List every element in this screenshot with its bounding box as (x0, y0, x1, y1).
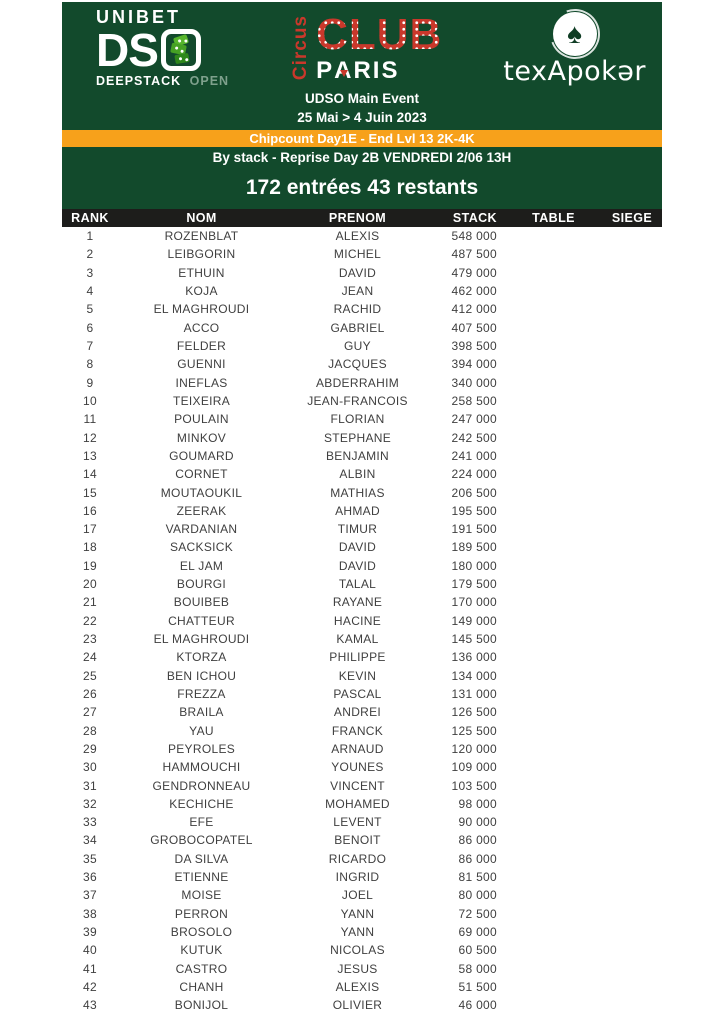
rank-cell: 25 (83, 668, 97, 683)
prenom-cell: RACHID (333, 302, 382, 317)
prenom-cell: ALEXIS (335, 229, 380, 244)
texapoker-wordmark: texApokər (503, 55, 646, 87)
rank-cell: 19 (83, 558, 97, 573)
table-header (62, 209, 662, 227)
nom-cell: BRAILA (179, 705, 224, 720)
prenom-cell: ANDREI (333, 705, 382, 720)
stack-cell: 462 000 (451, 284, 497, 299)
event-dates: 25 Mai > 4 Juin 2023 (297, 110, 427, 125)
paris-letter-a: A (334, 57, 354, 84)
nom-cell: EL MAGHROUDI (153, 632, 250, 647)
prenom-cell: BENJAMIN (325, 448, 390, 463)
nom-cell: EFE (189, 815, 214, 830)
prenom-cell: JEAN-FRANCOIS (307, 393, 408, 408)
rank-cell: 7 (86, 339, 94, 354)
stack-cell: 120 000 (451, 741, 497, 756)
nom-cell: ETHUIN (178, 265, 225, 280)
table-row (62, 300, 662, 318)
stack-cell: 548 000 (451, 229, 497, 244)
nom-cell: CASTRO (175, 961, 228, 976)
table-row (62, 630, 662, 648)
nom-cell: PERRON (174, 906, 229, 921)
prenom-cell: GUY (344, 339, 371, 354)
bystack-banner: By stack - Reprise Day 2B VENDREDI 2/06 13H (212, 150, 512, 165)
circus-main (316, 10, 443, 84)
nom-cell: KECHICHE (169, 796, 234, 811)
paris-letter-p: P (316, 57, 335, 84)
rank-cell: 31 (83, 778, 97, 793)
die-icon (174, 53, 189, 64)
stack-cell: 191 500 (451, 522, 497, 537)
event-title: UDSO Main Event (304, 91, 420, 106)
stack-cell: 398 500 (451, 339, 497, 354)
table-row (62, 465, 662, 483)
table-row (62, 612, 662, 630)
stack-cell: 189 500 (451, 540, 497, 555)
stack-cell: 224 000 (451, 467, 497, 482)
rank-cell: 15 (83, 485, 97, 500)
rank-cell: 33 (83, 815, 97, 830)
nom-cell: MOUTAOUKIL (160, 485, 243, 500)
nom-cell: BOURGI (176, 577, 227, 592)
stack-cell: 136 000 (451, 650, 497, 665)
stack-cell: 149 000 (451, 613, 497, 628)
stack-cell: 340 000 (451, 375, 497, 390)
prenom-cell: ARNAUD (331, 741, 384, 756)
circus-vertical-wordmark: Circus (290, 15, 312, 81)
stack-cell: 86 000 (458, 833, 497, 848)
table-row (62, 374, 662, 392)
stack-cell: 487 500 (451, 247, 497, 262)
rank-cell: 2 (86, 247, 94, 262)
stack-cell: 206 500 (451, 485, 497, 500)
table-row (62, 886, 662, 904)
nom-cell: ROZENBLAT (164, 229, 239, 244)
paris-wordmark (316, 59, 442, 83)
prenom-cell: YOUNES (331, 760, 384, 775)
rank-cell: 17 (83, 522, 97, 537)
table-row (62, 978, 662, 996)
table-row (62, 905, 662, 923)
prenom-cell: ABDERRAHIM (315, 375, 399, 390)
deepstack-open-label (96, 75, 229, 88)
prenom-cell: PHILIPPE (329, 650, 386, 665)
stack-cell: 69 000 (458, 925, 497, 940)
table-row (62, 996, 662, 1014)
club-marquee-wordmark: CLUB (316, 10, 443, 59)
rank-cell: 12 (83, 430, 97, 445)
nom-cell: MOISE (181, 888, 222, 903)
prenom-cell: YANN (340, 906, 375, 921)
nom-cell: GOUMARD (169, 448, 234, 463)
stack-cell: 258 500 (451, 393, 497, 408)
stack-cell: 180 000 (451, 558, 497, 573)
stack-cell: 86 000 (458, 851, 497, 866)
prenom-cell: JACQUES (328, 357, 387, 372)
rank-cell: 13 (83, 448, 97, 463)
paris-letters-ris: RIS (353, 57, 400, 84)
nom-cell: FREZZA (177, 686, 226, 701)
rank-cell: 28 (83, 723, 97, 738)
stack-cell: 80 000 (458, 888, 497, 903)
rank-cell: 6 (86, 320, 94, 335)
table-row (62, 795, 662, 813)
dso-wordmark (96, 24, 229, 77)
nom-cell: ETIENNE (174, 870, 229, 885)
table-row (62, 282, 662, 300)
table-row (62, 960, 662, 978)
column-header-nom: NOM (186, 211, 217, 225)
table-row (62, 758, 662, 776)
nom-cell: TEIXEIRA (172, 393, 231, 408)
table-row (62, 337, 662, 355)
table-row (62, 740, 662, 758)
dso-letters: DS (96, 24, 158, 77)
prenom-cell: AHMAD (335, 503, 380, 518)
rank-cell: 34 (83, 833, 97, 848)
table-row (62, 392, 662, 410)
stack-cell: 195 500 (451, 503, 497, 518)
unibet-dso-logo (96, 8, 229, 88)
stack-cell: 98 000 (458, 796, 497, 811)
rank-cell: 23 (83, 632, 97, 647)
nom-cell: EL MAGHROUDI (153, 302, 250, 317)
stack-cell: 241 000 (451, 448, 497, 463)
stack-cell: 60 500 (458, 943, 497, 958)
nom-cell: KUTUK (180, 943, 223, 958)
rank-cell: 26 (83, 686, 97, 701)
entries-remaining-line: 172 entrées 43 restants (245, 176, 479, 199)
stack-cell: 412 000 (451, 302, 497, 317)
rank-cell: 42 (83, 979, 97, 994)
table-row (62, 831, 662, 849)
table-row (62, 923, 662, 941)
header-banner (62, 2, 662, 209)
texapoker-logo (503, 12, 646, 85)
prenom-cell: OLIVIER (332, 998, 383, 1013)
stack-cell: 81 500 (458, 870, 497, 885)
nom-cell: BEN ICHOU (166, 668, 237, 683)
rank-cell: 37 (83, 888, 97, 903)
table-row (62, 227, 662, 245)
rank-cell: 36 (83, 870, 97, 885)
prenom-cell: JEAN (341, 284, 374, 299)
rank-cell: 27 (83, 705, 97, 720)
rank-cell: 43 (83, 998, 97, 1013)
table-row (62, 648, 662, 666)
unibet-wordmark: UNIBET (96, 7, 181, 28)
rank-cell: 39 (83, 925, 97, 940)
stack-cell: 247 000 (451, 412, 497, 427)
rank-cell: 16 (83, 503, 97, 518)
nom-cell: VARDANIAN (165, 522, 238, 537)
stack-cell: 72 500 (458, 906, 497, 921)
nom-cell: BROSOLO (170, 925, 233, 940)
nom-cell: MINKOV (176, 430, 227, 445)
column-header-siege: SIEGE (611, 211, 653, 225)
rank-cell: 21 (83, 595, 97, 610)
prenom-cell: JOEL (341, 888, 374, 903)
prenom-cell: FRANCK (331, 723, 384, 738)
table-row (62, 557, 662, 575)
table-row (62, 685, 662, 703)
prenom-cell: MICHEL (333, 247, 382, 262)
rank-cell: 38 (83, 906, 97, 921)
stack-cell: 394 000 (451, 357, 497, 372)
nom-cell: PEYROLES (167, 741, 236, 756)
prenom-cell: BENOIT (334, 833, 381, 848)
nom-cell: GUENNI (177, 357, 226, 372)
table-row (62, 850, 662, 868)
table-row (62, 703, 662, 721)
prenom-cell: TIMUR (337, 522, 378, 537)
prenom-cell: DAVID (338, 540, 377, 555)
table-row (62, 483, 662, 501)
column-header-prenom: PRENOM (328, 211, 387, 225)
rank-cell: 24 (83, 650, 97, 665)
prenom-cell: ALEXIS (335, 979, 380, 994)
rank-cell: 18 (83, 540, 97, 555)
table-row (62, 447, 662, 465)
nom-cell: KTORZA (176, 650, 227, 665)
stack-cell: 242 500 (451, 430, 497, 445)
table-row (62, 264, 662, 282)
chipcount-sheet (62, 2, 662, 1014)
rank-cell: 20 (83, 577, 97, 592)
prenom-cell: RAYANE (332, 595, 383, 610)
rank-cell: 22 (83, 613, 97, 628)
rank-cell: 3 (86, 265, 94, 280)
prenom-cell: FLORIAN (330, 412, 385, 427)
table-row (62, 941, 662, 959)
table-row (62, 245, 662, 263)
prenom-cell: NICOLAS (330, 943, 385, 958)
table-row (62, 520, 662, 538)
stack-cell: 109 000 (451, 760, 497, 775)
rank-cell: 11 (83, 412, 97, 427)
table-row (62, 538, 662, 556)
prenom-cell: YANN (340, 925, 375, 940)
prenom-cell: VINCENT (330, 778, 385, 793)
nom-cell: CHANH (179, 979, 224, 994)
prenom-cell: KAMAL (336, 632, 379, 647)
prenom-cell: STEPHANE (323, 430, 392, 445)
prenom-cell: ALBIN (339, 467, 376, 482)
table-row (62, 667, 662, 685)
stack-cell: 103 500 (451, 778, 497, 793)
stack-cell: 479 000 (451, 265, 497, 280)
nom-cell: YAU (189, 723, 214, 738)
prenom-cell: DAVID (338, 558, 377, 573)
table-row (62, 593, 662, 611)
prenom-cell: KEVIN (338, 668, 377, 683)
rank-cell: 35 (83, 851, 97, 866)
rank-cell: 30 (83, 760, 97, 775)
nom-cell: GROBOCOPATEL (150, 833, 253, 848)
table-row (62, 410, 662, 428)
rank-cell: 4 (86, 284, 94, 299)
stack-cell: 46 000 (458, 998, 497, 1013)
stack-cell: 125 500 (451, 723, 497, 738)
prenom-cell: DAVID (338, 265, 377, 280)
prenom-cell: INGRID (335, 870, 380, 885)
stack-cell: 145 500 (451, 632, 497, 647)
table-row (62, 502, 662, 520)
stack-cell: 134 000 (451, 668, 497, 683)
nom-cell: FELDER (176, 339, 227, 354)
open-label: OPEN (189, 74, 230, 89)
rank-cell: 32 (83, 796, 97, 811)
rank-cell: 9 (86, 375, 94, 390)
nom-cell: INEFLAS (175, 375, 228, 390)
prenom-cell: TALAL (338, 577, 377, 592)
table-row (62, 813, 662, 831)
stack-cell: 179 500 (451, 577, 497, 592)
prenom-cell: RICARDO (328, 851, 387, 866)
nom-cell: EL JAM (179, 558, 224, 573)
stack-cell: 407 500 (451, 320, 497, 335)
table-row (62, 575, 662, 593)
nom-cell: SACKSICK (169, 540, 234, 555)
nom-cell: LEIBGORIN (167, 247, 236, 262)
nom-cell: GENDRONNEAU (152, 778, 251, 793)
rank-cell: 10 (83, 393, 97, 408)
table-row (62, 355, 662, 373)
rank-cell: 1 (86, 229, 94, 244)
nom-cell: ACCO (183, 320, 220, 335)
prenom-cell: GABRIEL (330, 320, 385, 335)
table-body (62, 227, 662, 1014)
table-row (62, 721, 662, 739)
chipcount-banner: Chipcount Day1E - End Lvl 13 2K-4K (62, 130, 662, 147)
rank-cell: 40 (83, 943, 97, 958)
nom-cell: CORNET (175, 467, 228, 482)
circus-club-paris-logo (290, 10, 443, 84)
rank-cell: 29 (83, 741, 97, 756)
prenom-cell: PASCAL (333, 686, 382, 701)
table-row (62, 319, 662, 337)
prenom-cell: JESUS (337, 961, 378, 976)
table-row (62, 776, 662, 794)
prenom-cell: LEVENT (333, 815, 382, 830)
stack-cell: 170 000 (451, 595, 497, 610)
dso-dice-icon (161, 29, 201, 71)
table-row (62, 868, 662, 886)
nom-cell: ZEERAK (176, 503, 227, 518)
nom-cell: BOUIBEB (173, 595, 230, 610)
rank-cell: 41 (83, 961, 97, 976)
nom-cell: KOJA (185, 284, 218, 299)
stack-cell: 131 000 (451, 686, 497, 701)
nom-cell: CHATTEUR (168, 613, 235, 628)
logos-row (62, 5, 662, 91)
rank-cell: 14 (83, 467, 97, 482)
nom-cell: POULAIN (174, 412, 229, 427)
nom-cell: HAMMOUCHI (162, 760, 241, 775)
prenom-cell: HACINE (333, 613, 382, 628)
rank-cell: 8 (86, 357, 94, 372)
deepstack-label: DEEPSTACK (96, 74, 182, 89)
column-header-table: TABLE (532, 211, 575, 225)
rank-cell: 5 (86, 302, 94, 317)
nom-cell: DA SILVA (174, 851, 229, 866)
nom-cell: BONIJOL (174, 998, 229, 1013)
stack-cell: 126 500 (451, 705, 497, 720)
stack-cell: 51 500 (458, 979, 497, 994)
stack-cell: 58 000 (458, 961, 497, 976)
stack-cell: 90 000 (458, 815, 497, 830)
column-header-stack: STACK (452, 211, 497, 225)
spade-icon: ♠ (553, 12, 597, 56)
column-header-rank: RANK (71, 211, 109, 225)
prenom-cell: MATHIAS (330, 485, 385, 500)
table-row (62, 428, 662, 446)
prenom-cell: MOHAMED (325, 796, 390, 811)
